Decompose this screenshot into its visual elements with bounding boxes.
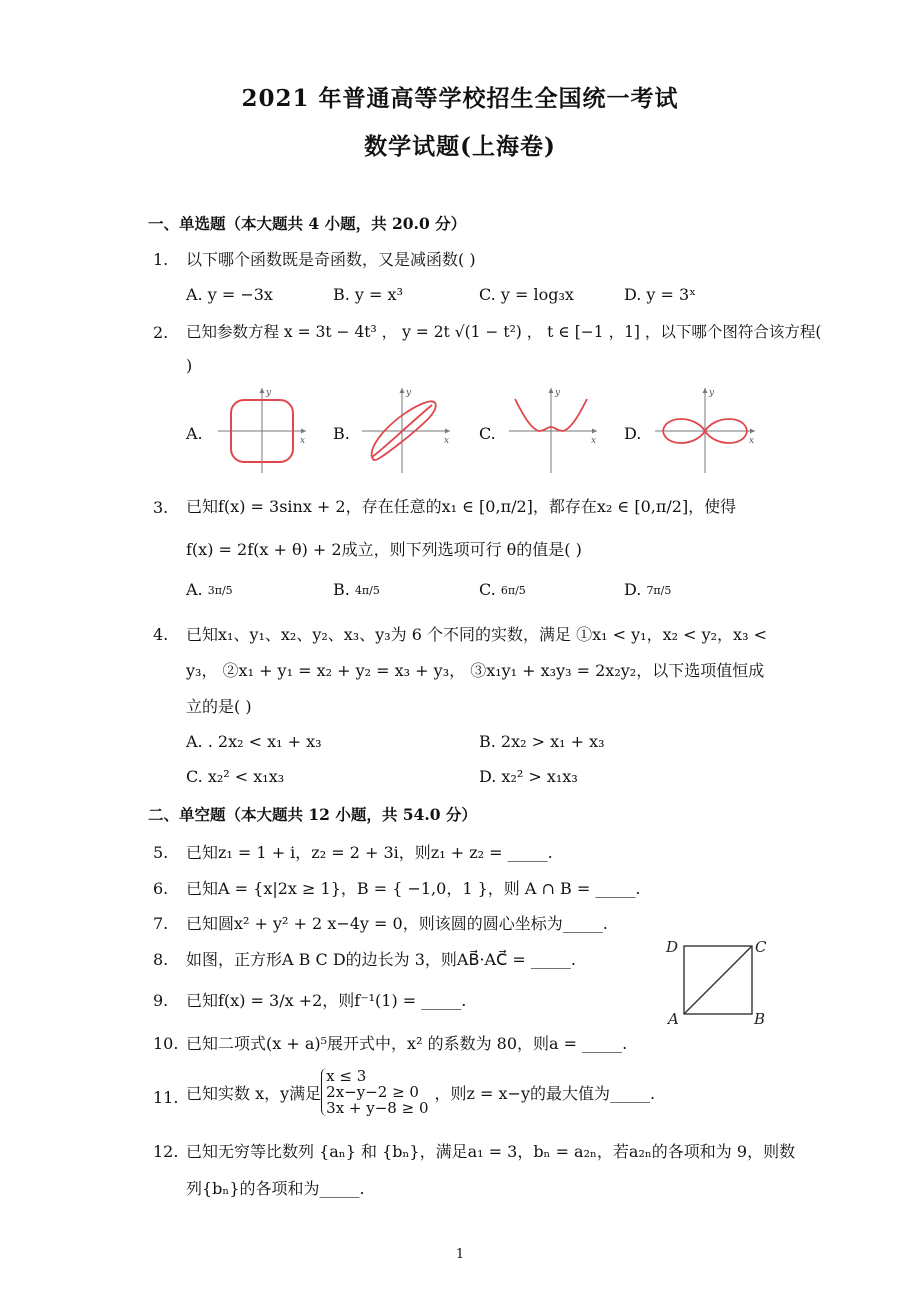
option-b: B. <box>333 424 350 443</box>
option-d-value: 7π/5 <box>646 583 672 597</box>
vertex-b-label: B <box>754 1010 766 1028</box>
question-number: 10. <box>153 1034 179 1053</box>
question-text: 已知二项式(x + a)⁵展开式中，x² 的系数为 80，则a = _____. <box>186 1034 628 1053</box>
option-d: D. y = 3ˣ <box>624 285 697 304</box>
option-c: C. <box>479 424 496 443</box>
question-text: 已知A = {x|2x ≥ 1}，B = { −1,0，1 }，则 A ∩ B = _____. <box>186 879 641 898</box>
question-number: 6. <box>153 879 169 898</box>
question-number: 12. <box>153 1142 179 1161</box>
option-c: C. 6π/5 <box>479 580 526 599</box>
svg-text:x: x <box>444 436 450 446</box>
question-number: 2. <box>153 323 169 342</box>
question-text: 已知f(x) = 3sinx + 2，存在任意的x₁ ∈ [0,π/2]，都存在x₂ ∈ [0,π/2]，使得 <box>186 497 737 516</box>
section-heading-1: 一、单选题（本大题共 4 小题，共 20.0 分） <box>148 214 467 233</box>
exam-title: 2021 年普通高等学校招生全国统一考试 <box>241 85 679 112</box>
graph-d-figure <box>651 385 759 477</box>
question-text-cont: ) <box>186 356 193 375</box>
question-text: 已知z₁ = 1 + i，z₂ = 2 + 3i，则z₁ + z₂ = _____. <box>186 843 553 862</box>
option-b-value: 4π/5 <box>354 583 380 597</box>
option-d: D. 7π/5 <box>624 580 672 599</box>
option-a: A. 3π/5 <box>186 580 233 599</box>
option-c-value: 6π/5 <box>500 583 526 597</box>
option-a-value: 3π/5 <box>207 583 233 597</box>
graph-c-figure <box>505 385 601 477</box>
svg-text:y: y <box>406 388 412 398</box>
question-number: 9. <box>153 991 169 1010</box>
option-a: A. <box>186 424 203 443</box>
option-d: D. x₂² > x₁x₃ <box>479 767 578 786</box>
svg-text:y: y <box>709 388 715 398</box>
question-text: 以下哪个函数既是奇函数，又是减函数( ) <box>186 250 476 269</box>
svg-text:x: x <box>300 436 306 446</box>
svg-text:x: x <box>591 436 597 446</box>
question-text-cont: y₃， ②x₁ + y₁ = x₂ + y₂ = x₃ + y₃， ③x₁y₁ + x₃y₃ = 2x₂y₂，以下选项值恒成 <box>186 661 765 680</box>
option-a: A. . 2x₂ < x₁ + x₃ <box>186 732 322 751</box>
question-text: 已知f(x) = 3/x +2，则f⁻¹(1) = _____. <box>186 991 467 1010</box>
option-c: C. y = log₃x <box>479 285 574 304</box>
page-number: 1 <box>455 1247 465 1262</box>
question-text: 已知无穷等比数列 {aₙ} 和 {bₙ}，满足a₁ = 3，bₙ = a₂ₙ，若a₂ₙ的各项和为 9，则数 <box>186 1142 796 1161</box>
question-number: 5. <box>153 843 169 862</box>
vertex-c-label: C <box>755 938 767 956</box>
question-text: 已知参数方程 x = 3t − 4t³ ， y = 2t √(1 − t²) ， t ∈ [−1 ，1] ，以下哪个图符合该方程( <box>186 323 822 341</box>
option-b: B. 4π/5 <box>333 580 380 599</box>
question-number: 3. <box>153 498 169 517</box>
question-number: 4. <box>153 625 169 644</box>
graph-a-figure <box>214 385 310 477</box>
question-text: 已知圆x² + y² + 2 x−4y = 0，则该圆的圆心坐标为_____. <box>186 914 608 933</box>
question-number: 1. <box>153 250 169 269</box>
vertex-d-label: D <box>666 938 679 956</box>
question-text: 已知x₁、y₁、x₂、y₂、x₃、y₃为 6 个不同的实数，满足 ①x₁ < y₁，x₂ < y₂，x₃ < <box>186 625 767 644</box>
option-b: B. y = x³ <box>333 285 403 304</box>
vertex-a-label: A <box>668 1010 679 1028</box>
square-abcd-figure <box>660 936 772 1030</box>
question-number: 7. <box>153 914 169 933</box>
option-d: D. <box>624 424 642 443</box>
question-text: 已知实数 x，y满足 x ≤ 3 2x−y−2 ≥ 0 3x + y−8 ≥ 0 ，则z = x−y的最大值为_____. <box>186 1067 656 1117</box>
question-text-cont: f(x) = 2f(x + θ) + 2成立，则下列选项可行 θ的值是( ) <box>186 540 582 559</box>
exam-subtitle: 数学试题(上海卷) <box>364 133 556 160</box>
question-text: 如图，正方形A B C D的边长为 3，则AB⃗·AC⃗ = _____. <box>186 950 576 969</box>
question-text-cont: 立的是( ) <box>186 697 252 716</box>
option-a: A. y = −3x <box>186 285 273 304</box>
question-number: 11. <box>153 1088 179 1107</box>
option-c: C. x₂² < x₁x₃ <box>186 767 285 786</box>
constraint-system: x ≤ 3 2x−y−2 ≥ 0 3x + y−8 ≥ 0 <box>321 1068 428 1116</box>
question-number: 8. <box>153 950 169 969</box>
svg-text:x: x <box>749 436 755 446</box>
graph-b-figure <box>358 385 454 477</box>
section-heading-2: 二、单空题（本大题共 12 小题，共 54.0 分） <box>148 805 477 824</box>
svg-text:y: y <box>266 388 272 398</box>
option-b: B. 2x₂ > x₁ + x₃ <box>479 732 605 751</box>
svg-text:y: y <box>555 388 561 398</box>
question-text-cont: 列{bₙ}的各项和为_____. <box>186 1179 365 1198</box>
